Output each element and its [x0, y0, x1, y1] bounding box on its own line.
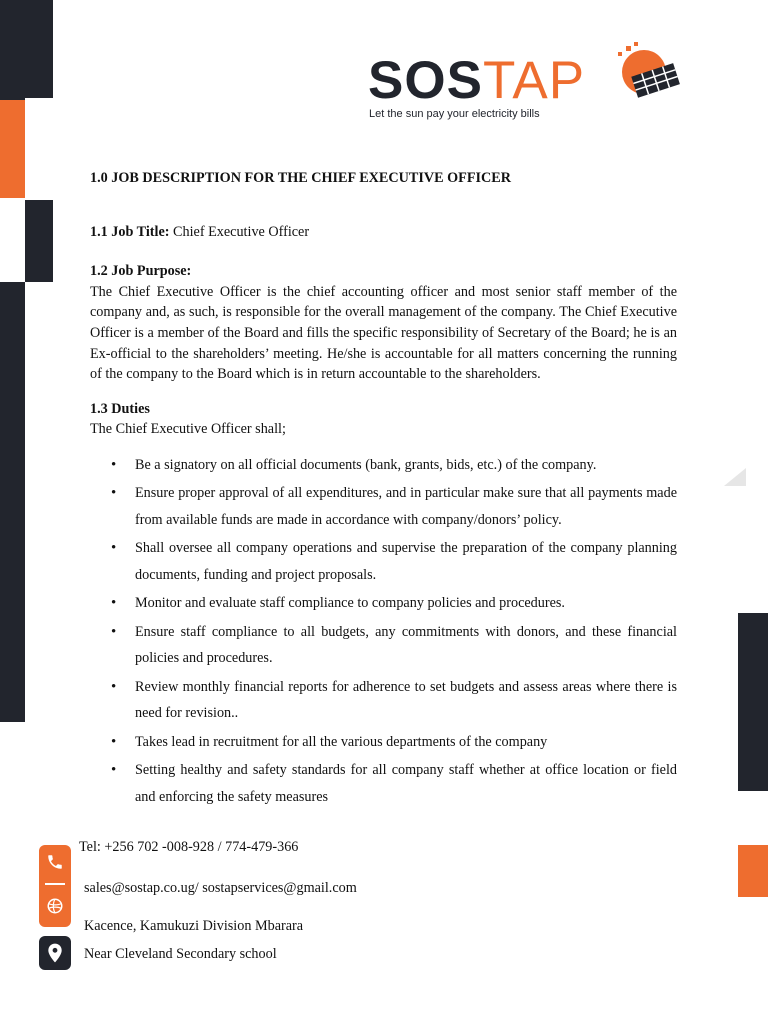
- job-title-value: Chief Executive Officer: [169, 223, 310, 240]
- contact-icons-box: [39, 845, 71, 927]
- right-triangle-decoration: [722, 466, 748, 488]
- footer-address-line1: Kacence, Kamukuzi Division Mbarara: [84, 918, 304, 934]
- purpose-text: The Chief Executive Officer is the chief accounting officer and most senior staff member of the company and, as such, is responsible for the overall management of the company. The Chief Executive Officer is a member of the Board and fills the specific responsibility of Secretary of the Board; he is an Ex-official to the shareholders’ meeting. He/she is accountable for all matters concerning the running of the company to the Board which is in return accountable to the shareholders.: [90, 283, 677, 383]
- footer-phone[interactable]: Tel: +256 702 -008-928 / 774-479-366: [79, 839, 299, 855]
- list-item: • Setting healthy and safety standards for all company staff whether at office location or field and enforcing the safety measures: [135, 757, 677, 810]
- company-logo: [368, 42, 688, 126]
- right-bar-orange: [738, 845, 768, 897]
- list-item: • Ensure staff compliance to all budgets, any commitments with donors, and these financial policies and procedures.: [135, 619, 677, 672]
- list-item: • Be a signatory on all official documents (bank, grants, bids, etc.) of the company.: [135, 452, 677, 479]
- globe-icon: [46, 897, 64, 915]
- list-item: • Ensure proper approval of all expenditures, and in particular make sure that all payments made from available funds are made in accordance with company/donors’ policy.: [135, 480, 677, 533]
- left-bar-orange: [0, 100, 25, 198]
- logo-tagline: Let the sun pay your electricity bills: [369, 108, 540, 120]
- footer-email[interactable]: sales@sostap.co.ug/ sostapservices@gmail.com: [84, 880, 357, 896]
- sun-solar-panel-icon: [612, 42, 682, 106]
- list-item: • Shall oversee all company operations and supervise the preparation of the company planning documents, funding and project proposals.: [135, 535, 677, 588]
- location-icon-box: [39, 936, 71, 970]
- duties-heading: 1.3 Duties: [90, 400, 150, 417]
- left-bar-dark-top-strip: [0, 0, 25, 100]
- purpose-heading: 1.2 Job Purpose:: [90, 263, 192, 280]
- icon-divider: [45, 883, 65, 885]
- logo-wordmark: SOSTAP: [368, 51, 586, 110]
- phone-icon: [46, 853, 64, 871]
- footer-address-line2: Near Cleveland Secondary school: [84, 946, 277, 962]
- document-heading: 1.0 JOB DESCRIPTION FOR THE CHIEF EXECUTIVE OFFICER: [90, 170, 511, 186]
- duties-list: [90, 452, 677, 811]
- right-bar-dark: [738, 613, 768, 791]
- document-body: [90, 168, 677, 812]
- location-pin-icon: [47, 943, 63, 963]
- job-title-line: [90, 222, 677, 243]
- list-item: • Monitor and evaluate staff compliance to company policies and procedures.: [135, 590, 677, 617]
- left-bar-dark-long: [0, 282, 25, 722]
- list-item: • Takes lead in recruitment for all the various departments of the company: [135, 729, 677, 756]
- left-bar-dark-mid: [25, 200, 53, 282]
- job-title-label: 1.1 Job Title:: [90, 223, 170, 240]
- list-item: • Review monthly financial reports for adherence to set budgets and assess areas where there is need for revision..: [135, 674, 677, 727]
- duties-intro: The Chief Executive Officer shall;: [90, 421, 286, 438]
